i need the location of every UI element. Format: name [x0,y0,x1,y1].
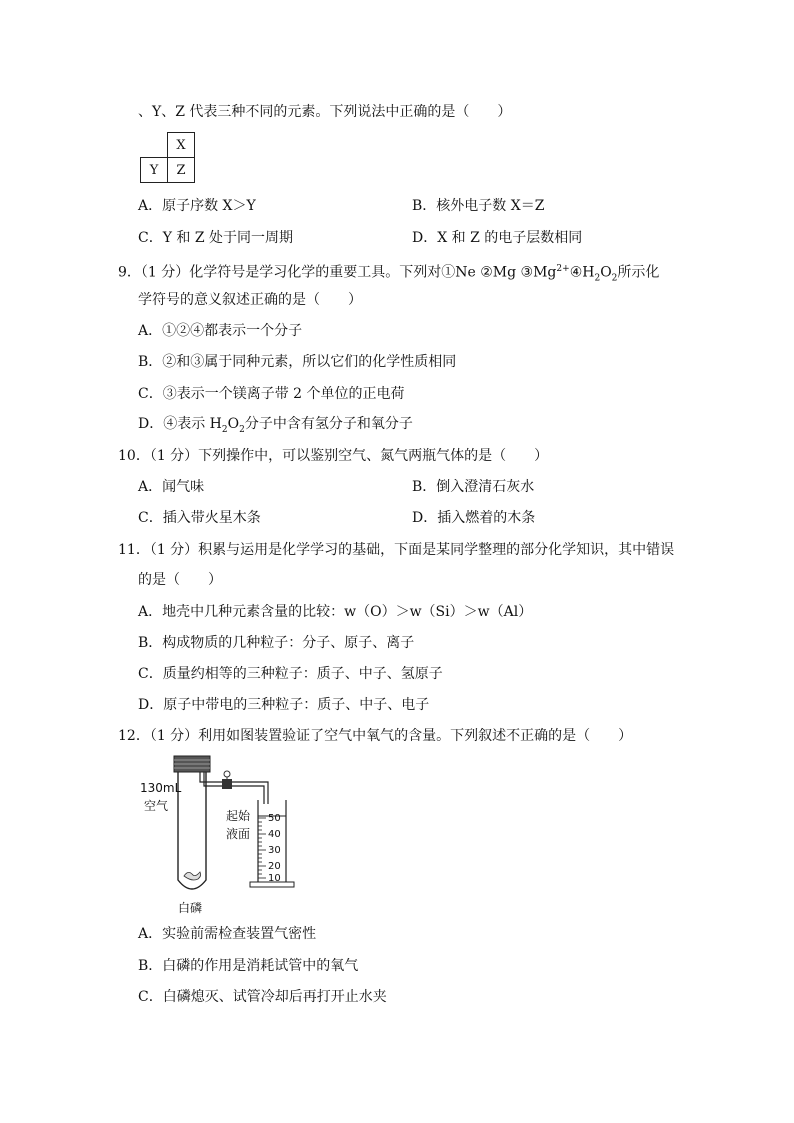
q12-option-b: B．白磷的作用是消耗试管中的氧气 [138,958,359,974]
q10-option-a: A．闻气味 [138,479,205,495]
q9-stem-charge: 2+ [556,264,570,274]
q12-option-c: C．白磷熄灭、试管冷却后再打开止水夹 [138,989,387,1005]
q10-option-c: C．插入带火星木条 [138,510,261,526]
q11-stem: 11．（1 分）积累与运用是化学学习的基础，下面是某同学整理的部分化学知识，其中错误 [118,542,675,558]
q9-option-b: B．②和③属于同种元素，所以它们的化学性质相同 [138,354,457,370]
level-label-1: 起始 [226,809,251,823]
q9-option-d [138,414,413,440]
q10-option-b: B．倒入澄清石灰水 [412,479,535,495]
q11-option-a: A．地壳中几种元素含量的比较：w（O）＞w（Si）＞w（Al） [138,604,533,620]
test-tube [178,772,206,889]
q8-option-b: B．核外电子数 X＝Z [412,198,545,214]
q8-stem: 、Y、Z 代表三种不同的元素。下列说法中正确的是（ ） [138,104,512,120]
scale-label-30: 30 [268,845,281,856]
q11-option-d: D．原子中带电的三种粒子：质子、中子、电子 [138,697,430,713]
scale-label-20: 20 [268,861,281,872]
q9-option-d-tail: 分子中含有氢分子和氧分子 [244,416,413,432]
q8-option-c: C．Y 和 Z 处于同一周期 [138,230,294,246]
q12-option-a: A．实验前需检查装置气密性 [138,926,317,942]
element-y-cell: Y [141,158,168,183]
q8-option-a: A．原子序数 X＞Y [138,198,256,214]
periodic-table-fragment [140,132,195,183]
q11-option-b: B．构成物质的几种粒子：分子、原子、离子 [138,635,415,651]
element-z-cell: Z [168,158,195,183]
q9-stem-formula: ④H [569,264,595,281]
level-label-2: 液面 [226,827,251,841]
q9-stem-sub-2: 2 [611,273,618,284]
cylinder-scale [258,818,266,878]
q9-stem-tail: 所示化 [617,264,660,281]
q9-stem-text: 9．（1 分）化学符号是学习化学的重要工具。下列对①Ne ②Mg ③Mg [118,264,557,281]
white-phosphorus [184,872,201,880]
air-volume-label: 130mL [140,781,182,795]
element-x-cell: X [168,133,195,158]
q9-stem-oxygen: O [600,264,612,281]
q9-option-d-sub-2: 2 [239,424,245,435]
q9-stem-sub-1: 2 [594,273,601,284]
q9-option-d-text: D．④表示 H [138,416,222,432]
q9-option-d-sub-1: 2 [221,424,228,435]
q9-stem [118,259,659,288]
connecting-tube [200,772,268,804]
q9-option-c: C．③表示一个镁离子带 2 个单位的正电荷 [138,386,405,402]
q11-option-c: C．质量约相等的三种粒子：质子、中子、氢原子 [138,666,443,682]
air-label: 空气 [144,799,169,813]
scale-label-40: 40 [268,829,281,840]
q9-stem-line-2: 学符号的意义叙述正确的是（ ） [138,292,362,308]
q10-stem: 10．（1 分）下列操作中，可以鉴别空气、氮气两瓶气体的是（ ） [118,448,549,464]
q8-option-d: D．X 和 Z 的电子层数相同 [412,230,583,246]
phosphorus-label: 白磷 [178,901,203,915]
scale-label-10: 10 [268,873,281,884]
scale-label-50: 50 [268,813,281,824]
q12-stem: 12．（1 分）利用如图装置验证了空气中氧气的含量。下列叙述不正确的是（ ） [118,728,633,744]
clamp [222,779,232,789]
q9-option-d-oxygen: O [227,416,240,432]
q9-option-a: A．①②④都表示一个分子 [138,323,303,339]
apparatus-figure [138,752,308,920]
q10-option-d: D．插入燃着的木条 [412,510,536,526]
q11-stem-line-2: 的是（ ） [138,572,222,588]
